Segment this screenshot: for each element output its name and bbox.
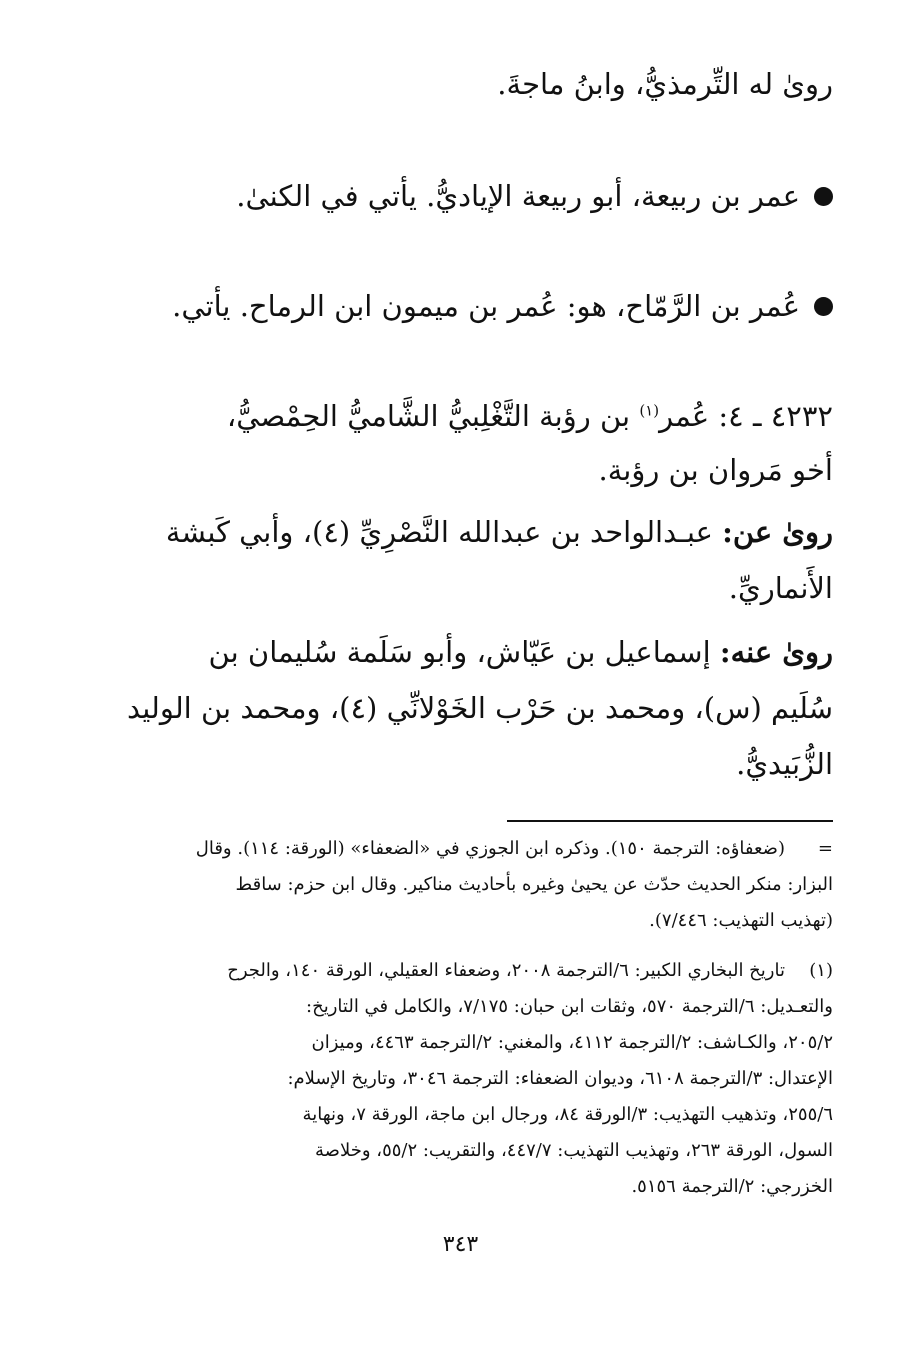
previous-entry-tail: رویٰ له التِّرمذيُّ، وابنُ ماجةَ.: [497, 67, 833, 101]
narrated-from-label: روىٰ عن:: [722, 515, 833, 549]
entry-line: أخو مَروان بن رؤبة.: [598, 453, 833, 487]
footnote-separator: [507, 820, 833, 822]
bullet-icon: [814, 187, 833, 206]
book-page: رویٰ له التِّرمذيُّ، وابنُ ماجةَ. عمر بن ربيعة، أبو ربيعة الإياديُّ. يأتي في الكنیٰ. عُمر بن الرَّمّاح، هو: عُمر بن ميمون ابن الرماح. يأتي. ٤٢٣٢ ـ ٤: عُمر$^{(١)}$ بن رؤبة التَّغْلِبيُّ الشَّاميُّ الحِمْصيُّ، أخو مَروان بن رؤبة. روىٰ عن: عبـدالواحد بن عبدالله النَّصْرِيِّ (٤)، وأبي كَبشة الأَنماريِّ. روىٰ عنه: إسماعيل بن عَيّاش، وأبو سَلَمة سُليمان بن سُلَيم (س)، ومحمد بن حَرْب الخَوْلانِّي (٤)، ومحمد بن الوليد الزُّبَيديُّ. = (ضعفاؤه: الترجمة ١٥٠). وذكره ابن الجوزي في «الضعفاء» (الورقة: ١١٤). وقال البزار: منكر الحديث حدّث عن يحيىٰ وغيره بأحاديث مناكير. وقال ابن حزم: ساقط (تهذيب التهذيب: ٧/٤٤٦). (١) تاريخ البخاري الكبير: ٦/الترجمة ٢٠٠٨، وضعفاء العقيلي، الورقة ١٤٠، والجرح والتعـديل: ٦/الترجمة ٥٧٠، وثقات ابن حبان: ٧/١٧٥، والكامل في التاريخ: ٢٠٥/٢، والكـاشف: ٢/الترجمة ٤١١٢، والمغني: ٢/الترجمة ٤٤٦٣، وميزان الإعتدال: ٣/الترجمة ٦١٠٨، وديوان الضعفاء: الترجمة ٣٠٤٦، وتاريخ الإسلام: ٢٥٥/٦، وتذهيب التهذيب: ٣/الورقة ٨٤، ورجال ابن ماجة، الورقة ٧، ونهاية السول، الورقة ٢٦٣، وتهذيب التهذيب: ٤٤٧/٧، والتقريب: ٥٥/٢، وخلاصة الخزرجي: ٢/الترجمة ٥١٥٦. ٣٤٣: [0, 0, 921, 1347]
narrated-by-label: روىٰ عنه:: [719, 635, 833, 669]
entry-number: ٤٢٣٢ ـ ٤:: [718, 399, 833, 433]
bullet-icon: [814, 297, 833, 316]
narrated-by-line: سُلَيم (س)، ومحمد بن حَرْب الخَوْلانِّي (٤)، ومحمد بن الوليد: [127, 691, 833, 725]
footnote-marker: (١): [809, 960, 833, 981]
entry-heading: ٤٢٣٢ ـ ٤: عُمر$^{(١)}$ بن رؤبة التَّغْلِبيُّ الشَّاميُّ الحِمْصيُّ،: [226, 399, 833, 433]
narrated-from-line: الأَنماريِّ.: [728, 571, 833, 605]
narrated-by-line: الزُّبَيديُّ.: [736, 747, 833, 781]
cross-reference-entry: عمر بن ربيعة، أبو ربيعة الإياديُّ. يأتي في الكنیٰ.: [88, 174, 833, 218]
continuation-mark: =: [817, 838, 833, 859]
cross-reference-entry: عُمر بن الرَّمّاح، هو: عُمر بن ميمون ابن الرماح. يأتي.: [88, 284, 833, 328]
narrated-from-line: روىٰ عن: عبـدالواحد بن عبدالله النَّصْرِيِّ (٤)، وأبي كَبشة: [165, 515, 833, 549]
narrated-by-line: روىٰ عنه: إسماعيل بن عَيّاش، وأبو سَلَمة سُليمان بن: [208, 635, 833, 669]
entry-name: عُمر: [659, 399, 710, 433]
page-number: ٣٤٣: [442, 1232, 479, 1257]
footnote-reference: (١): [639, 401, 660, 420]
